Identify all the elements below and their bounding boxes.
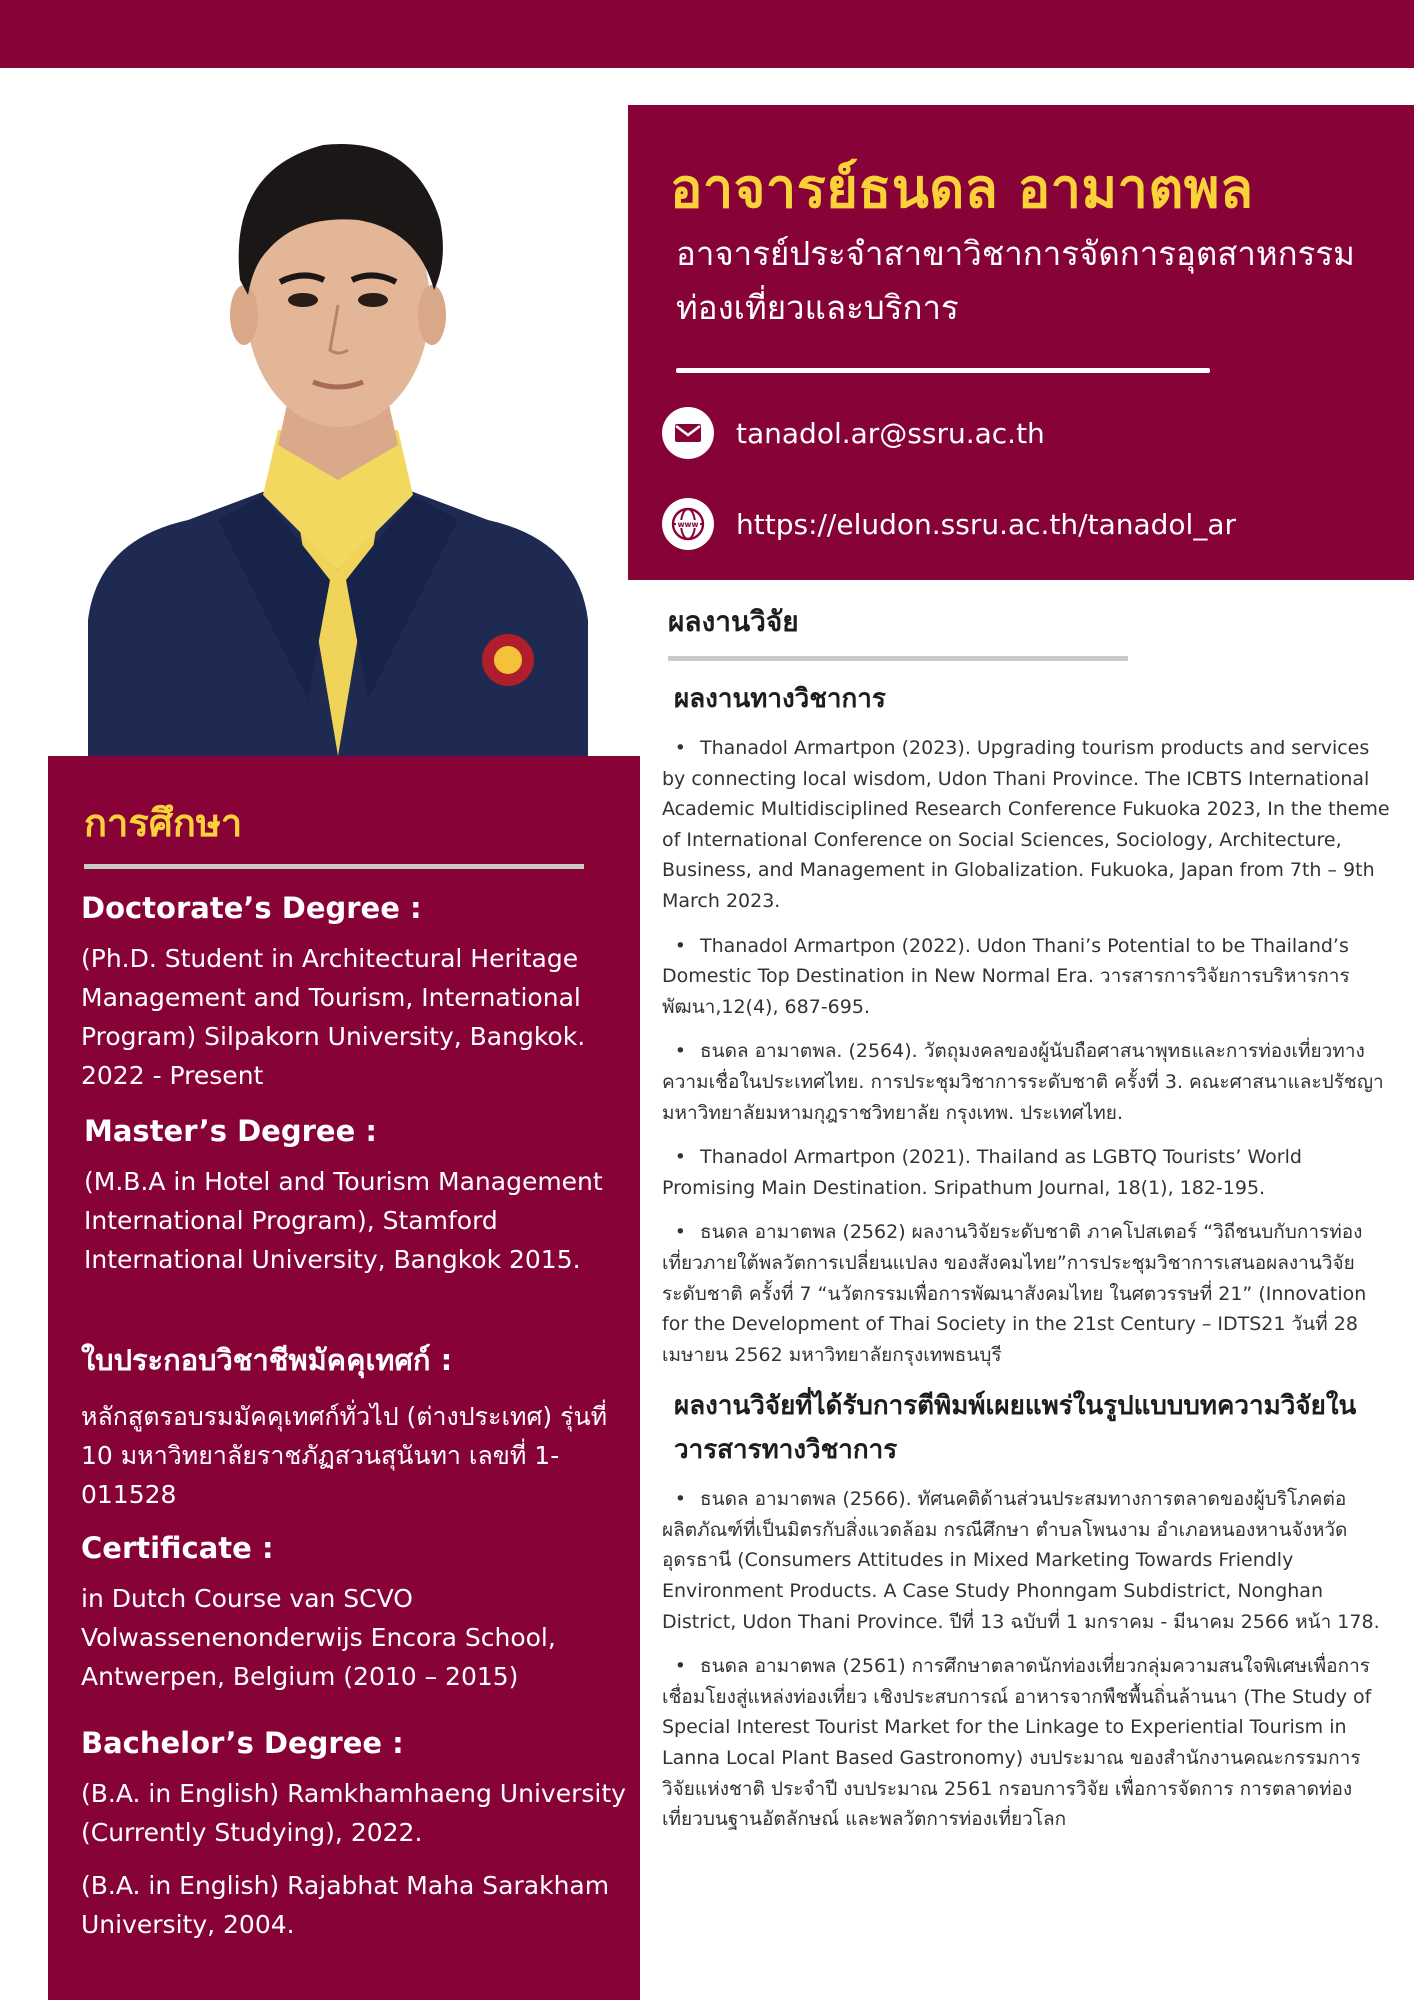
doctorate-heading: Doctorate’s Degree : [81,891,422,925]
research-divider [668,656,1128,661]
header-divider [676,368,1210,373]
research-title: ผลงานวิจัย [668,605,799,638]
bullet-icon: • [674,1040,686,1063]
bullet-icon: • [674,1146,686,1169]
job-title: อาจารย์ประจำสาขาวิชาการจัดการอุตสาหกรรม ท่องเที่ยวและบริการ [676,234,1355,327]
bachelor-section [81,1726,629,1944]
email-contact[interactable] [662,407,1045,459]
master-detail: (M.B.A in Hotel and Tourism Management International Program), Stamford International University, Bangkok 2015. [84,1167,603,1274]
master-heading: Master’s Degree : [84,1114,377,1148]
education-divider [84,864,584,869]
person-name: อาจารย์ธนดล อามาตพล [670,157,1254,220]
profile-photo [68,100,608,756]
academic-works-title: ผลงานทางวิชาการ [674,684,886,714]
globe-www-icon [662,498,714,550]
published-works-title: ผลงานวิจัยที่ได้รับการตีพิมพ์เผยแพร่ในรูปแบบบทความวิจัยในวารสารทางวิชาการ [674,1391,1357,1466]
website-contact[interactable] [662,498,1236,550]
certificate-section [81,1531,629,1696]
education-title: การศึกษา [84,801,243,845]
license-section [81,1337,629,1514]
list-item: • ธนดล อามาตพล (2561) การศึกษาตลาดนักท่องเที่ยวกลุ่มความสนใจพิเศษเพื่อการเชื่อมโยงสู่แหล่งท่องเที่ยว เชิงประสบการณ์ อาหารจากพืชพื้นถิ่นล้านนา (The Study of Special Interest Tourist Market for the Linkage to Experiential Tourism in Lanna Local Plant Based Gastronomy) งบประมาณ ของสำนักงานคณะกรรมการวิจัยแห่งชาติ ประจำปี งบประมาณ 2561 กรอบการวิจัย เพื่อการจัดการ การตลาดท่องเที่ยวบนฐานอัตลักษณ์ และพลวัตการท่องเที่ยวโลก [662,1651,1392,1835]
list-item: • ธนดล อามาตพล. (2564). วัตถุมงคลของผู้นับถือศาสนาพุทธและการท่องเที่ยวทางความเชื่อในประเทศไทย. การประชุมวิชาการระดับชาติ ครั้งที่ 3. คณะศาสนาและปรัชญา มหาวิทยาลัยมหามกุฎราชวิทยาลัย กรุงเทพ. ประเทศไทย. [662,1036,1392,1128]
certificate-heading: Certificate : [81,1531,274,1565]
website-url[interactable]: https://eludon.ssru.ac.th/tanadol_ar [736,507,1237,541]
bullet-icon: • [674,737,686,759]
education-panel [48,756,640,2000]
certificate-detail: in Dutch Course van SCVO Volwassenenonderwijs Encora School, Antwerpen, Belgium (2010 – 2015) [81,1584,556,1691]
bullet-icon: • [674,1655,686,1678]
bullet-icon: • [674,1488,686,1511]
bachelor-detail-2: (B.A. in English) Rajabhat Maha Sarakham University, 2004. [81,1871,610,1939]
bachelor-detail-1: (B.A. in English) Ramkhamhaeng University (Currently Studying), 2022. [81,1779,626,1847]
list-item: • Thanadol Armartpon (2021). Thailand as LGBTQ Tourists’ World Promising Main Destination. Sripathum Journal, 18(1), 182-195. [662,1142,1392,1203]
doctorate-section [81,891,629,1095]
envelope-icon [662,407,714,459]
bullet-icon: • [674,934,686,957]
email-address[interactable]: tanadol.ar@ssru.ac.th [736,416,1045,450]
master-section [84,1114,632,1279]
list-item: • ธนดล อามาตพล (2562) ผลงานวิจัยระดับชาติ ภาคโปสเตอร์ “วิถีชนบกับการท่องเที่ยวภายใต้พลวัตการเปลี่ยนแปลง ของสังคมไทย”การประชุมวิชาการเสนอผลงานวิจัยระดับชาติ ครั้งที่ 7 “นวัตกรรมเพื่อการพัฒนาสังคมไทย ในศตวรรษที่ 21” (Innovation for the Development of Thai Society in the 21st Century – IDTS21 วันที่ 28 เมษายน 2562 มหาวิทยาลัยกรุงเทพธนบุรี [662,1217,1392,1370]
header-panel [628,105,1414,580]
license-detail: หลักสูตรอบรมมัคคุเทศก์ทั่วไป (ต่างประเทศ) รุ่นที่ 10 มหาวิทยาลัยราชภัฏสวนสุนันทา เลขที่ 1-011528 [81,1402,608,1509]
bachelor-heading: Bachelor’s Degree : [81,1726,404,1760]
list-item: • ธนดล อามาตพล (2566). ทัศนคติด้านส่วนประสมทางการตลาดของผู้บริโภคต่อผลิตภัณฑ์ที่เป็นมิตรกับสิ่งแวดล้อม กรณีศึกษา ตำบลโพนงาม อำเภอหนองหานจังหวัดอุดรธานี (Consumers Attitudes in Mixed Marketing Towards Friendly Environment Products. A Case Study Phonngam Subdistrict, Nonghan District, Udon Thani Province. ปีที่ 13 ฉบับที่ 1 มกราคม - มีนาคม 2566 หน้า 178. [662,1484,1392,1637]
top-banner [0,0,1414,68]
license-heading: ใบประกอบวิชาชีพมัคคุเทศก์ : [81,1343,453,1377]
list-item: • Thanadol Armartpon (2023). Upgrading tourism products and services by connecting local wisdom, Udon Thani Province. The ICBTS International Academic Multidisciplined Research Conference Fukuoka 2023, In the theme of International Conference on Social Sciences, Sociology, Architecture, Business, and Management in Globalization. Fukuoka, Japan from 7th – 9th March 2023. [662,733,1392,917]
bullet-icon: • [674,1221,686,1244]
svg-text:www: www [677,520,699,529]
research-section [662,600,1392,1849]
doctorate-detail: (Ph.D. Student in Architectural Heritage Management and Tourism, International Program) Silpakorn University, Bangkok. 2022 - Present [81,944,586,1090]
list-item: • Thanadol Armartpon (2022). Udon Thani’s Potential to be Thailand’s Domestic Top Destination in New Normal Era. วารสารการวิจัยการบริหารการพัฒนา,12(4), 687-695. [662,931,1392,1023]
